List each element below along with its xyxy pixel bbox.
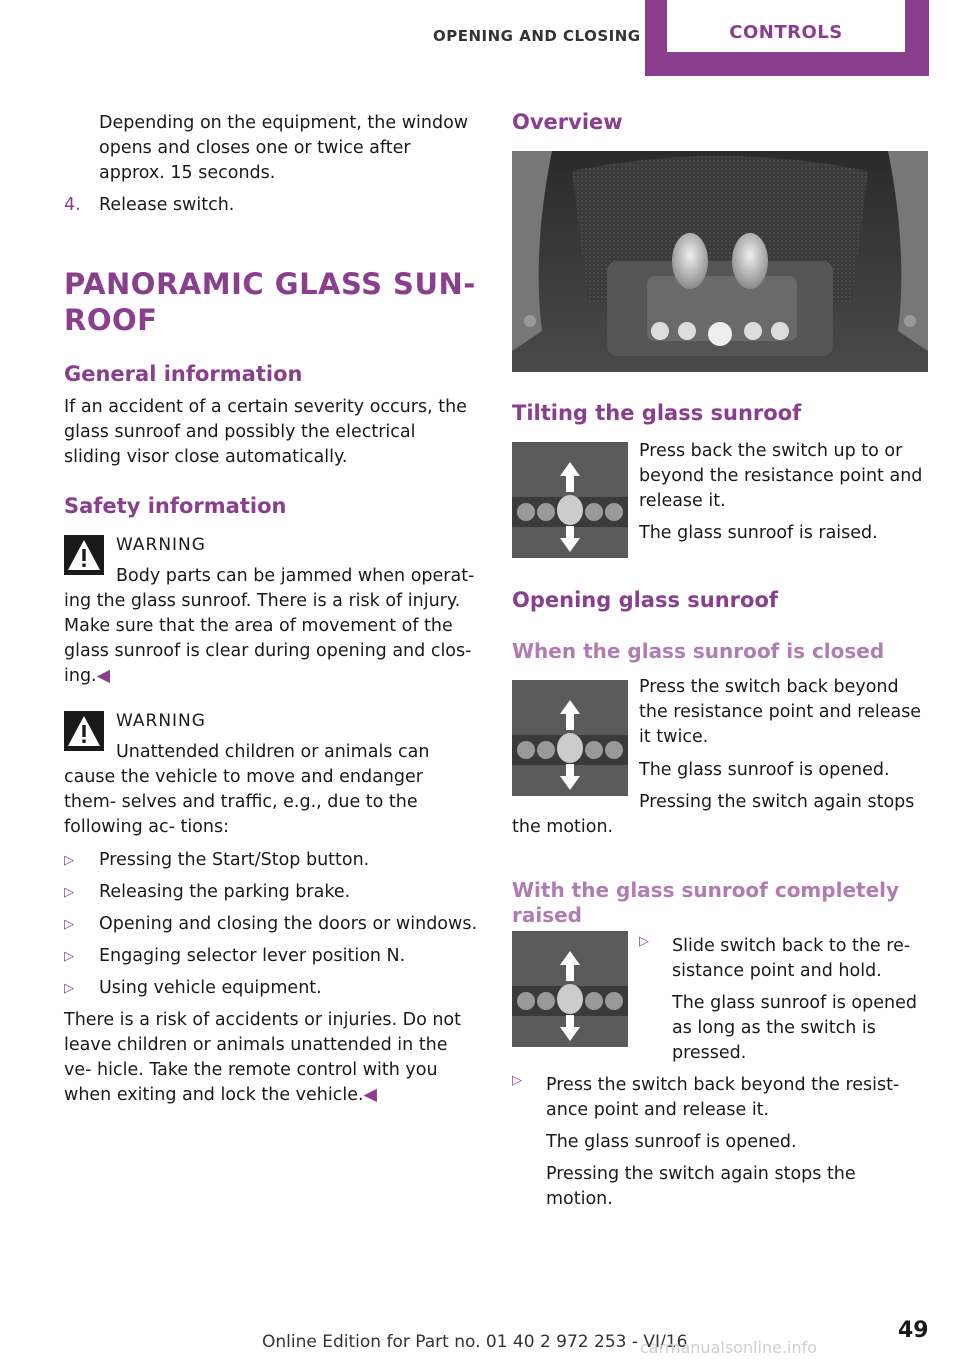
warning-2-text: cause the vehicle to move and endanger them‐ selves and traffic, e.g., due to the following ac‐ tions: bbox=[64, 767, 423, 837]
section-title-line-1: PANORAMIC GLASS SUN‐ bbox=[64, 267, 476, 301]
closing-warning-text: There is a risk of accidents or injuries. Do not leave children or animals unattended in the ve‐ hicle. Take the remote control with you when exiting and lock the vehicle.◀ bbox=[64, 1010, 461, 1105]
raised-heading: With the glass sunroof completely raised bbox=[512, 878, 900, 927]
warning-label: WARNING bbox=[116, 711, 206, 731]
list-item: ▷ Opening and closing the doors or windows. bbox=[64, 914, 478, 934]
list-item: ▷ Using vehicle equipment. bbox=[64, 978, 322, 998]
switch-open-photo bbox=[512, 680, 628, 796]
warning-1-text: ing the glass sunroof. There is a risk of injury. Make sure that the area of movement of the glass sunroof is clear during opening and clos‐ ing.◀ bbox=[64, 591, 472, 686]
closed-heading: When the glass sunroof is closed bbox=[512, 639, 885, 663]
list-item: ▷ Engaging selector lever position N. bbox=[64, 946, 406, 966]
tilting-heading: Tilting the glass sunroof bbox=[512, 401, 802, 425]
warning-1-first-line: Body parts can be jammed when operat‐ bbox=[116, 566, 475, 586]
closed-text-3a: Pressing the switch again stops bbox=[639, 792, 915, 812]
chapter-tab bbox=[645, 0, 929, 76]
warning-triangle-icon bbox=[64, 535, 104, 575]
closed-text-1: Press the switch back beyond the resistance point and release it twice. bbox=[639, 677, 922, 747]
safety-information-heading: Safety information bbox=[64, 494, 287, 518]
step-text: Release switch. bbox=[99, 195, 235, 215]
closed-text-3b: the motion. bbox=[512, 817, 614, 837]
chapter-tab-label: CONTROLS bbox=[667, 0, 905, 52]
general-information-text: If an accident of a certain severity occurs, the glass sunroof and possibly the electrical sliding visor close automatically. bbox=[64, 397, 467, 467]
end-mark: ◀ bbox=[96, 666, 111, 686]
list-item: ▷ Press the switch back beyond the resist‐ ance point and release it. The glass sunroof is opened. Pressing the switch again stops the motion. bbox=[512, 1073, 900, 1209]
switch-raised-photo bbox=[512, 931, 628, 1047]
watermark: carmanualsonline.info bbox=[640, 1338, 818, 1357]
step-number: 4. bbox=[64, 195, 81, 215]
page-number: 49 bbox=[898, 1318, 929, 1343]
warning-label: WARNING bbox=[116, 535, 206, 555]
overhead-console-photo bbox=[512, 151, 928, 372]
edition-footer: Online Edition for Part no. 01 40 2 972 253 - VI/16 bbox=[262, 1332, 688, 1352]
tilting-text-1: Press back the switch up to or beyond the resistance point and release it. bbox=[639, 441, 923, 511]
warning-2-first-line: Unattended children or animals can bbox=[116, 742, 430, 762]
switch-tilt-photo bbox=[512, 442, 628, 558]
end-mark: ◀ bbox=[363, 1085, 378, 1105]
tilting-text-2: The glass sunroof is raised. bbox=[639, 523, 878, 543]
warning-triangle-icon bbox=[64, 711, 104, 751]
list-item: ▷ Releasing the parking brake. bbox=[64, 882, 351, 902]
step-4 bbox=[64, 193, 478, 218]
section-label: OPENING AND CLOSING bbox=[433, 27, 641, 45]
intro-text: Depending on the equipment, the window opens and closes one or twice after approx. 15 seconds. bbox=[99, 113, 469, 183]
closed-text-2: The glass sunroof is opened. bbox=[639, 760, 890, 780]
section-title bbox=[64, 266, 476, 338]
opening-heading: Opening glass sunroof bbox=[512, 588, 779, 612]
general-information-heading: General information bbox=[64, 362, 303, 386]
overview-heading: Overview bbox=[512, 110, 623, 134]
list-item: ▷ Slide switch back to the re‐ sistance point and hold. The glass sunroof is opened as long as the switch is pressed. bbox=[639, 934, 917, 1063]
section-title-line-2: ROOF bbox=[64, 303, 158, 337]
list-item: ▷ Pressing the Start/Stop button. bbox=[64, 850, 370, 870]
